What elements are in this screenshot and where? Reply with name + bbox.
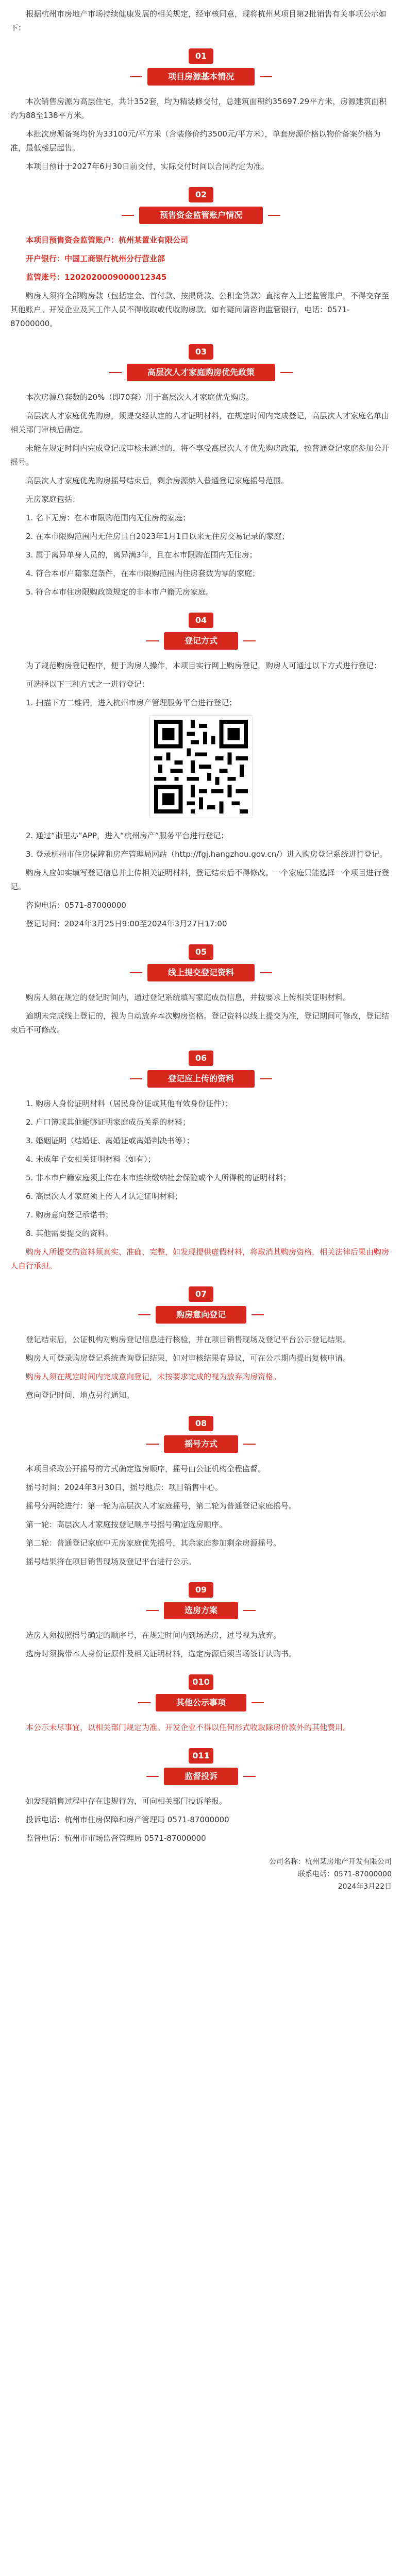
section-title: 项目房源基本情况: [147, 68, 255, 86]
paragraph: 逾期未完成线上登记的，视为自动放弃本次购房资格。登记资料以线上提交为准，登记期间可修改，登记结束后不可修改。: [10, 1011, 390, 1035]
section-08-header: [10, 1416, 392, 1453]
section-title: 线上提交登记资料: [147, 964, 255, 981]
section-number: 01: [189, 48, 213, 64]
section-number: 06: [189, 1050, 213, 1066]
list-item: 3. 登录杭州市住房保障和房产管理局网站（http://fgj.hangzhou.gov.cn/）进入购房登记系统进行登记。: [26, 850, 388, 859]
footer: [10, 1856, 392, 1893]
paragraph: 本批次房源备案均价为33100元/平方米（含装修价约3500元/平方米），单套房源价格以物价备案价格为准，最低楼层起售。: [10, 129, 381, 152]
section-number: 08: [189, 1416, 213, 1431]
publish-date: 2024年3月22日: [338, 1883, 392, 1891]
paragraph: 摇号分两轮进行：第一轮为高层次人才家庭摇号，第二轮为普通登记家庭摇号。: [26, 1501, 297, 1511]
paragraph: 选房时须携带本人身份证原件及相关证明材料，选定房源后须当场签订认购书。: [26, 1649, 297, 1658]
section-number: 02: [189, 187, 213, 202]
section-title: 购房意向登记: [156, 1306, 246, 1324]
section-number: 07: [189, 1286, 213, 1302]
section-number: 011: [189, 1748, 213, 1764]
paragraph: 摇号结果将在项目销售现场及登记平台进行公示。: [26, 1557, 196, 1566]
paragraph: 高层次人才家庭优先购房摇号结束后，剩余房源纳入普通登记家庭摇号范围。: [26, 476, 289, 485]
intro-text: 根据杭州市房地产市场持续健康发展的相关规定，经审核同意，现将杭州某项目第2批销售有关事项公示如下：: [10, 9, 387, 32]
paragraph: 本公示未尽事宜，以相关部门规定为准。开发企业不得以任何形式收取除房价款外的其他费用。: [26, 1723, 351, 1732]
section-010-header: [10, 1674, 392, 1711]
paragraph: 选房人须按照摇号确定的顺序号，在规定时间内到场选房，过号视为放弃。: [26, 1631, 281, 1640]
section-number: 09: [189, 1582, 213, 1598]
paragraph: 购房人须将全部购房款（包括定金、首付款、按揭贷款、公积金贷款）直接存入上述监管账户，不得交存至其他账户。开发企业及其工作人员不得收取或代收购房款。如有疑问请咨询监管银行，电话：0571-87000000。: [10, 291, 390, 328]
list-heading: 无房家庭包括：: [26, 495, 80, 504]
paragraph: 意向登记时间、地点另行通知。: [26, 1391, 135, 1400]
qr-code-container: [10, 715, 392, 823]
list-item: 2. 通过“浙里办”APP，进入“杭州房产”服务平台进行登记；: [26, 831, 229, 840]
list-item: 2. 户口簿或其他能够证明家庭成员关系的材料；: [26, 1117, 191, 1127]
section-title: 预售资金监管账户情况: [139, 207, 263, 224]
paragraph: 登记结束后，公证机构对购房登记信息进行核验，并在项目销售现场及登记平台公示登记结果。: [26, 1335, 351, 1344]
paragraph: 摇号时间：2024年3月30日，摇号地点：项目销售中心。: [26, 1483, 223, 1492]
list-item: 1. 购房人身份证明材料（居民身份证或其他有效身份证件）；: [26, 1099, 233, 1108]
list-item: 3. 属于离异单身人员的，离异满3年，且在本市限购范围内无住房；: [26, 550, 257, 560]
qr-code-icon[interactable]: [149, 715, 253, 818]
paragraph: 可选择以下三种方式之一进行登记：: [26, 680, 150, 689]
section-03-header: [10, 344, 392, 381]
section-02-header: [10, 187, 392, 224]
section-07-header: [10, 1286, 392, 1324]
section-06-header: [10, 1050, 392, 1088]
paragraph: 购房人应如实填写登记信息并上传相关证明材料，登记结束后不得修改。一个家庭只能选择一个项目进行登记。: [10, 868, 390, 891]
escrow-account-name: 本项目预售资金监管账户：杭州某置业有限公司: [26, 235, 189, 245]
section-title: 其他公示事项: [156, 1694, 246, 1711]
paragraph: 如发现销售过程中存在违规行为，可向相关部门投诉举报。: [26, 1797, 227, 1806]
paragraph: 第一轮：高层次人才家庭按登记顺序号摇号确定选房顺序。: [26, 1520, 227, 1529]
list-item: 4. 未成年子女相关证明材料（如有）；: [26, 1155, 156, 1164]
section-title: 监督投诉: [164, 1768, 238, 1785]
section-04-header: [10, 613, 392, 650]
section-title: 高层次人才家庭购房优先政策: [127, 364, 275, 381]
contact-phone: 联系电话：0571-87000000: [298, 1870, 392, 1878]
paragraph: 购房人可登录购房登记系统查询登记结果，如对审核结果有异议，可在公示期内提出复核申请。: [26, 1353, 351, 1363]
list-item: 4. 符合本市户籍家庭条件，在本市限购范围内住房套数为零的家庭；: [26, 569, 260, 578]
section-title: 选房方案: [164, 1602, 238, 1619]
list-item: 8. 其他需要提交的资料。: [26, 1229, 113, 1238]
list-item: 1. 名下无房：在本市限购范围内无住房的家庭；: [26, 513, 191, 522]
supervision-phone: 监督电话：杭州市市场监督管理局 0571-87000000: [26, 1834, 206, 1843]
list-item: 6. 高层次人才家庭须上传人才认定证明材料；: [26, 1192, 183, 1201]
paragraph: 高层次人才家庭优先购房，须提交经认定的人才证明材料，在规定时间内完成登记，高层次人才家庭名单由相关部门审核后确定。: [10, 411, 390, 434]
paragraph: 本项目采取公开摇号的方式确定选房顺序，摇号由公证机构全程监督。: [26, 1464, 266, 1473]
paragraph: 购房人须在规定时间内完成意向登记，未按要求完成的视为放弃购房资格。: [26, 1372, 281, 1381]
escrow-bank: 开户银行：中国工商银行杭州分行营业部: [26, 254, 165, 263]
section-title: 摇号方式: [164, 1435, 238, 1453]
list-item: 1. 扫描下方二维码，进入杭州市房产管理服务平台进行登记；: [26, 698, 237, 707]
list-item: 7. 购房意向登记承诺书；: [26, 1210, 113, 1219]
section-011-header: [10, 1748, 392, 1785]
phone-text: 咨询电话：0571-87000000: [26, 901, 126, 910]
list-item: 3. 婚姻证明（结婚证、离婚证或离婚判决书等）；: [26, 1136, 194, 1145]
section-01-header: [10, 48, 392, 86]
section-title: 登记应上传的资料: [147, 1070, 255, 1088]
section-05-header: [10, 944, 392, 981]
escrow-account-number: 监管账号：1202020009000012345: [26, 273, 167, 282]
company-name: 公司名称：杭州某房地产开发有限公司: [269, 1858, 392, 1866]
section-number: 010: [189, 1674, 213, 1690]
list-item: 5. 非本市户籍家庭须上传在本市连续缴纳社会保险或个人所得税的证明材料；: [26, 1173, 291, 1182]
list-item: 2. 在本市限购范围内无住房且自2023年1月1日以来无住房交易记录的家庭；: [26, 532, 290, 541]
paragraph: 本次房源总套数的20%（即70套）用于高层次人才家庭优先购房。: [26, 393, 254, 402]
section-title: 登记方式: [164, 632, 238, 650]
registration-time: 登记时间：2024年3月25日9:00至2024年3月27日17:00: [26, 919, 227, 928]
warning-note: 购房人所提交的资料须真实、准确、完整，如发现提供虚假材料，将取消其购房资格，相关法律后果由购房人自行承担。: [10, 1247, 390, 1270]
section-number: 05: [189, 944, 213, 960]
list-item: 5. 符合本市住房限购政策规定的非本市户籍无房家庭。: [26, 587, 214, 597]
complaint-phone: 投诉电话：杭州市住房保障和房产管理局 0571-87000000: [26, 1815, 229, 1824]
section-number: 04: [189, 613, 213, 628]
paragraph: 未能在规定时间内完成登记或审核未通过的，将不享受高层次人才优先购房政策，按普通登记家庭参加公开摇号。: [10, 444, 390, 467]
paragraph: 为了规范购房登记程序，便于购房人操作，本项目实行网上购房登记，购房人可通过以下方式进行登记：: [26, 661, 382, 670]
paragraph: 本次销售房源为高层住宅，共计352套，均为精装修交付，总建筑面积约35697.29平方米，房源建筑面积约为88至138平方米。: [10, 97, 387, 120]
section-number: 03: [189, 344, 213, 360]
paragraph: 第二轮：普通登记家庭中无房家庭优先摇号，其余家庭参加剩余房源摇号。: [26, 1538, 281, 1548]
paragraph: 本项目预计于2027年6月30日前交付，实际交付时间以合同约定为准。: [26, 162, 269, 171]
section-09-header: [10, 1582, 392, 1619]
paragraph: 购房人须在规定的登记时间内，通过登记系统填写家庭成员信息，并按要求上传相关证明材料。: [26, 993, 351, 1002]
